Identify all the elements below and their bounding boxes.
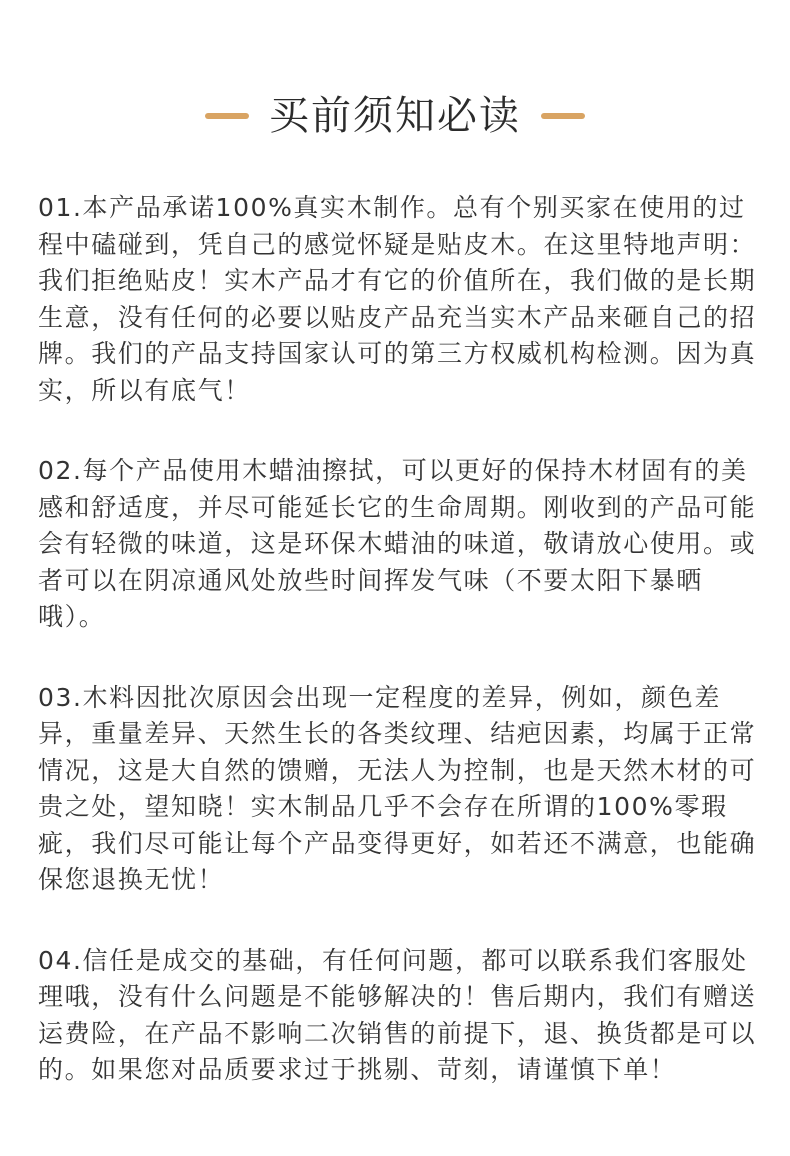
notice-paragraph-3: 03.木料因批次原因会出现一定程度的差异，例如，颜色差异，重量差异、天然生长的各类纹理、结疤因素，均属于正常情况，这是大自然的馈赠，无法人为控制，也是天然木材的可贵之处，望知晓！实木制品几乎不会存在所谓的100%零瑕疵，我们尽可能让每个产品变得更好，如若还不满意，也能确保您退换无忧！ bbox=[38, 682, 757, 894]
notice-paragraph-2: 02.每个产品使用木蜡油擦拭，可以更好的保持木材固有的美感和舒适度，并尽可能延长它的生命周期。刚收到的产品可能会有轻微的味道，这是环保木蜡油的味道，敬请放心使用。或者可以在阴凉通风处放些时间挥发气味（不要太阳下暴晒哦）。 bbox=[38, 456, 757, 631]
page-title: 买前须知必读 bbox=[269, 93, 521, 139]
notice-paragraph-4: 04.信任是成交的基础，有任何问题，都可以联系我们客服处理哦，没有什么问题是不能够解决的！售后期内，我们有赠送运费险，在产品不影响二次销售的前提下，退、换货都是可以的。如果您对品质要求过于挑剔、苛刻，请谨慎下单！ bbox=[38, 945, 757, 1084]
notice-content bbox=[38, 190, 770, 1133]
left-decorative-bar bbox=[205, 113, 249, 119]
notice-paragraph-1: 01.本产品承诺100%真实木制作。总有个别买家在使用的过程中磕碰到，凭自己的感觉怀疑是贴皮木。在这里特地声明：我们拒绝贴皮！实木产品才有它的价值所在，我们做的是长期生意，没有任何的必要以贴皮产品充当实木产品来砸自己的招牌。我们的产品支持国家认可的第三方权威机构检测。因为真实，所以有底气！ bbox=[38, 193, 757, 405]
right-decorative-bar bbox=[541, 113, 585, 119]
section-header bbox=[0, 86, 790, 146]
